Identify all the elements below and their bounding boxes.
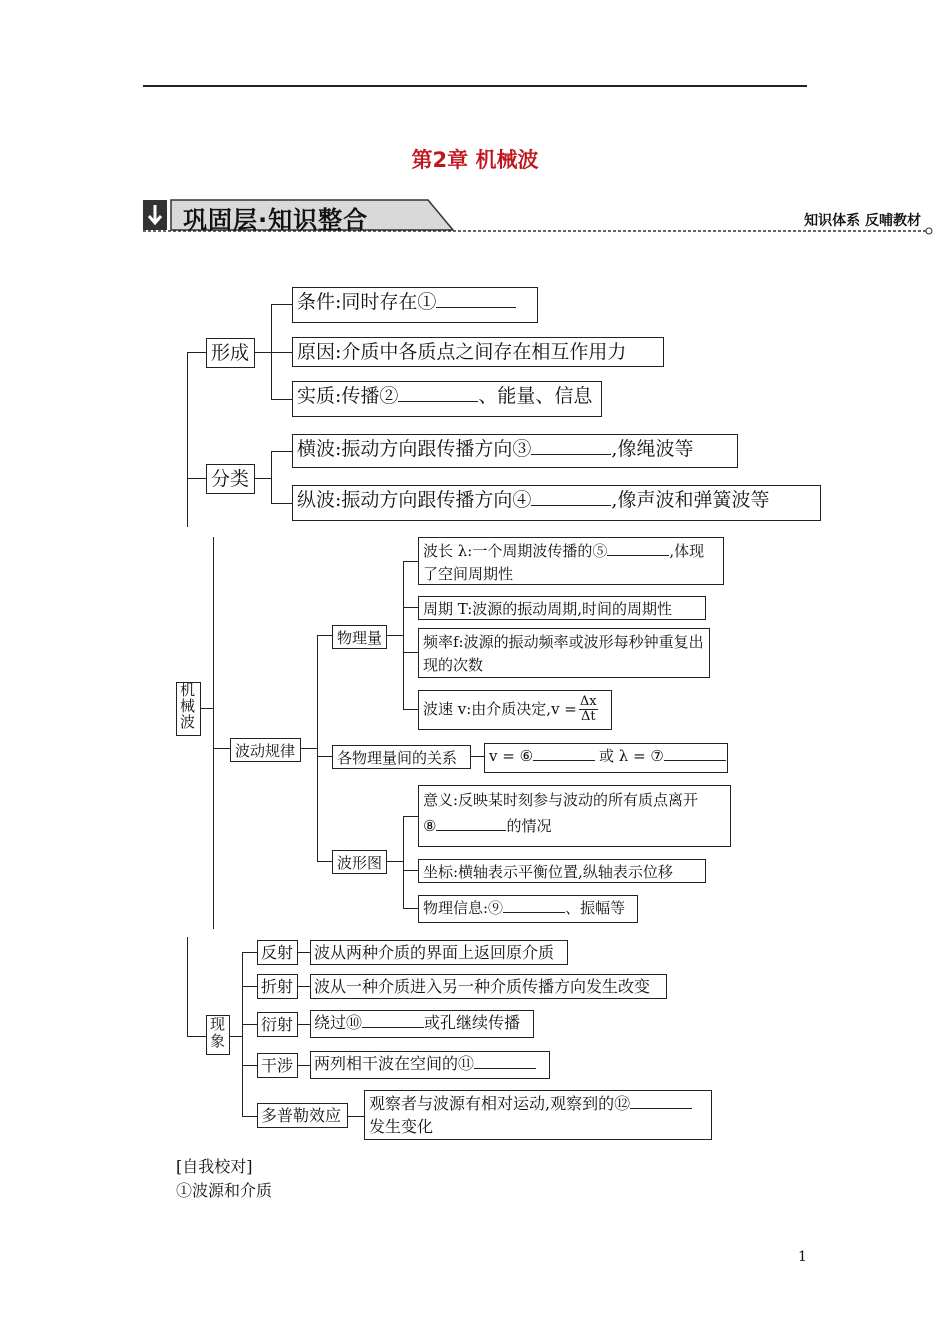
speed-numerator: Δx [579, 694, 597, 709]
relation-node: 各物理量间的关系 [332, 745, 471, 769]
connector [242, 1024, 257, 1025]
blank-3 [531, 453, 611, 455]
connector [187, 478, 207, 479]
connector [386, 861, 404, 862]
root-node: 机 械 波 [176, 682, 201, 736]
speed-box [418, 690, 612, 730]
connector [187, 1036, 207, 1037]
connector [242, 952, 257, 953]
doppler-text: 观察者与波源有相对运动,观察到的⑫ [369, 1094, 631, 1113]
connector [187, 352, 207, 353]
blank-12 [630, 1107, 692, 1109]
wave-rules-node: 波动规律 [230, 738, 301, 762]
connector [187, 937, 188, 1037]
page-number: 1 [798, 1249, 807, 1265]
connector [403, 561, 404, 710]
speed-fraction [579, 695, 598, 725]
interference-text: 两列相干波在空间的⑪ [314, 1054, 475, 1073]
doppler-box [364, 1090, 712, 1140]
header-rule [143, 85, 807, 87]
connector [242, 986, 257, 987]
diffraction-tail: 或孔继续传播 [424, 1013, 521, 1032]
diffraction-box [310, 1010, 534, 1038]
connector [403, 816, 404, 908]
connector [403, 607, 418, 608]
connector [297, 952, 310, 953]
connector [297, 1024, 310, 1025]
connector [347, 1116, 364, 1117]
blank-2 [398, 400, 478, 402]
connector [297, 986, 310, 987]
formation-essence-tail: 、能量、信息 [478, 385, 593, 407]
longitudinal-tail: ,像声波和弹簧波等 [611, 489, 770, 511]
reflection-node: 反射 [257, 940, 298, 965]
connector [242, 1065, 257, 1066]
connector [271, 451, 272, 503]
diffraction-text: 绕过⑩ [314, 1013, 363, 1032]
relation-lambda: 或 λ = ⑦ [599, 747, 664, 765]
formation-essence [292, 381, 602, 417]
connector [317, 756, 332, 757]
connector [317, 635, 318, 861]
classification-node: 分类 [206, 464, 255, 494]
period-box: 周期 T:波源的振动周期,时间的周期性 [418, 596, 706, 620]
formation-essence-text: 实质:传播② [297, 385, 399, 407]
banner-right: 知识体系 反哺教材 [804, 213, 921, 229]
doppler-node: 多普勒效应 [257, 1103, 348, 1128]
frequency-box: 频率f:波源的振动频率或波形每秒钟重复出现的次数 [418, 628, 710, 678]
connector [317, 861, 332, 862]
waveform-coords: 坐标:横轴表示平衡位置,纵轴表示位移 [418, 859, 706, 883]
meaning-blank-label: ⑧ [423, 816, 437, 835]
blank-9 [503, 911, 565, 913]
connector [403, 870, 418, 871]
blank-11 [474, 1067, 536, 1069]
meaning-text: 意义:反映某时刻参与波动的所有质点离开 [423, 791, 699, 809]
self-check-answer: ①波源和介质 [176, 1181, 273, 1200]
physical-quantity-node: 物理量 [332, 625, 387, 649]
refraction-node: 折射 [257, 974, 298, 999]
blank-5 [607, 554, 669, 556]
refraction-box: 波从一种介质进入另一种介质传播方向发生改变 [310, 974, 667, 999]
connector [403, 816, 418, 817]
wavelength-tail: ,体现了空间周期性 [423, 542, 705, 584]
waveform-info [418, 895, 638, 923]
connector [254, 352, 272, 353]
self-check-title: [自我校对] [176, 1157, 253, 1176]
connector [271, 503, 292, 504]
phenomena-node: 现 象 [206, 1015, 230, 1055]
connector [271, 399, 292, 400]
relation-v: v = ⑥ [489, 747, 534, 765]
transverse-wave [292, 434, 738, 468]
connector [254, 478, 272, 479]
wavelength-text: 波长 λ:一个周期波传播的⑤ [423, 542, 608, 560]
connector [300, 748, 318, 749]
connector [242, 1116, 257, 1117]
connector [213, 537, 214, 929]
connector [403, 561, 418, 562]
blank-10 [362, 1026, 424, 1028]
connector [403, 908, 418, 909]
doppler-tail: 发生变化 [369, 1117, 434, 1137]
connector [242, 952, 243, 1116]
connector [403, 709, 418, 710]
transverse-text: 横波:振动方向跟传播方向③ [297, 438, 532, 460]
speed-text: 波速 v:由介质决定,v = [423, 699, 577, 718]
relation-box [484, 743, 728, 773]
formation-cause: 原因:介质中各质点之间存在相互作用力 [292, 337, 664, 367]
info-tail: 、振幅等 [565, 899, 626, 917]
connector [213, 748, 230, 749]
wavelength-box [418, 537, 724, 585]
info-text: 物理信息:⑨ [423, 899, 504, 917]
waveform-node: 波形图 [332, 850, 387, 874]
waveform-meaning [418, 785, 731, 847]
formation-condition [292, 287, 538, 323]
connector [470, 756, 484, 757]
connector [200, 708, 214, 709]
longitudinal-text: 纵波:振动方向跟传播方向④ [297, 489, 532, 511]
connector [386, 635, 404, 636]
connector [187, 352, 188, 527]
interference-node: 干涉 [257, 1053, 298, 1078]
blank-6 [533, 759, 595, 761]
blank-8 [436, 829, 506, 831]
diffraction-node: 衍射 [257, 1012, 298, 1037]
banner-title: 巩固层·知识整合 [183, 206, 369, 234]
formation-condition-text: 条件:同时存在① [297, 291, 437, 313]
interference-box [310, 1051, 550, 1079]
connector [229, 1036, 243, 1037]
connector [403, 652, 418, 653]
connector [271, 451, 292, 452]
chapter-title: 第2章 机械波 [411, 148, 539, 172]
connector [297, 1065, 310, 1066]
connector [317, 635, 332, 636]
formation-node: 形成 [206, 338, 255, 368]
reflection-box: 波从两种介质的界面上返回原介质 [310, 940, 568, 965]
blank-7 [664, 759, 726, 761]
transverse-tail: ,像绳波等 [611, 438, 694, 460]
blank-1 [436, 306, 516, 308]
speed-denominator: Δt [580, 709, 596, 725]
longitudinal-wave [292, 485, 821, 521]
connector [271, 352, 292, 353]
blank-4 [531, 504, 611, 506]
meaning-tail: 的情况 [506, 816, 552, 835]
banner [143, 196, 933, 236]
connector [271, 304, 292, 305]
